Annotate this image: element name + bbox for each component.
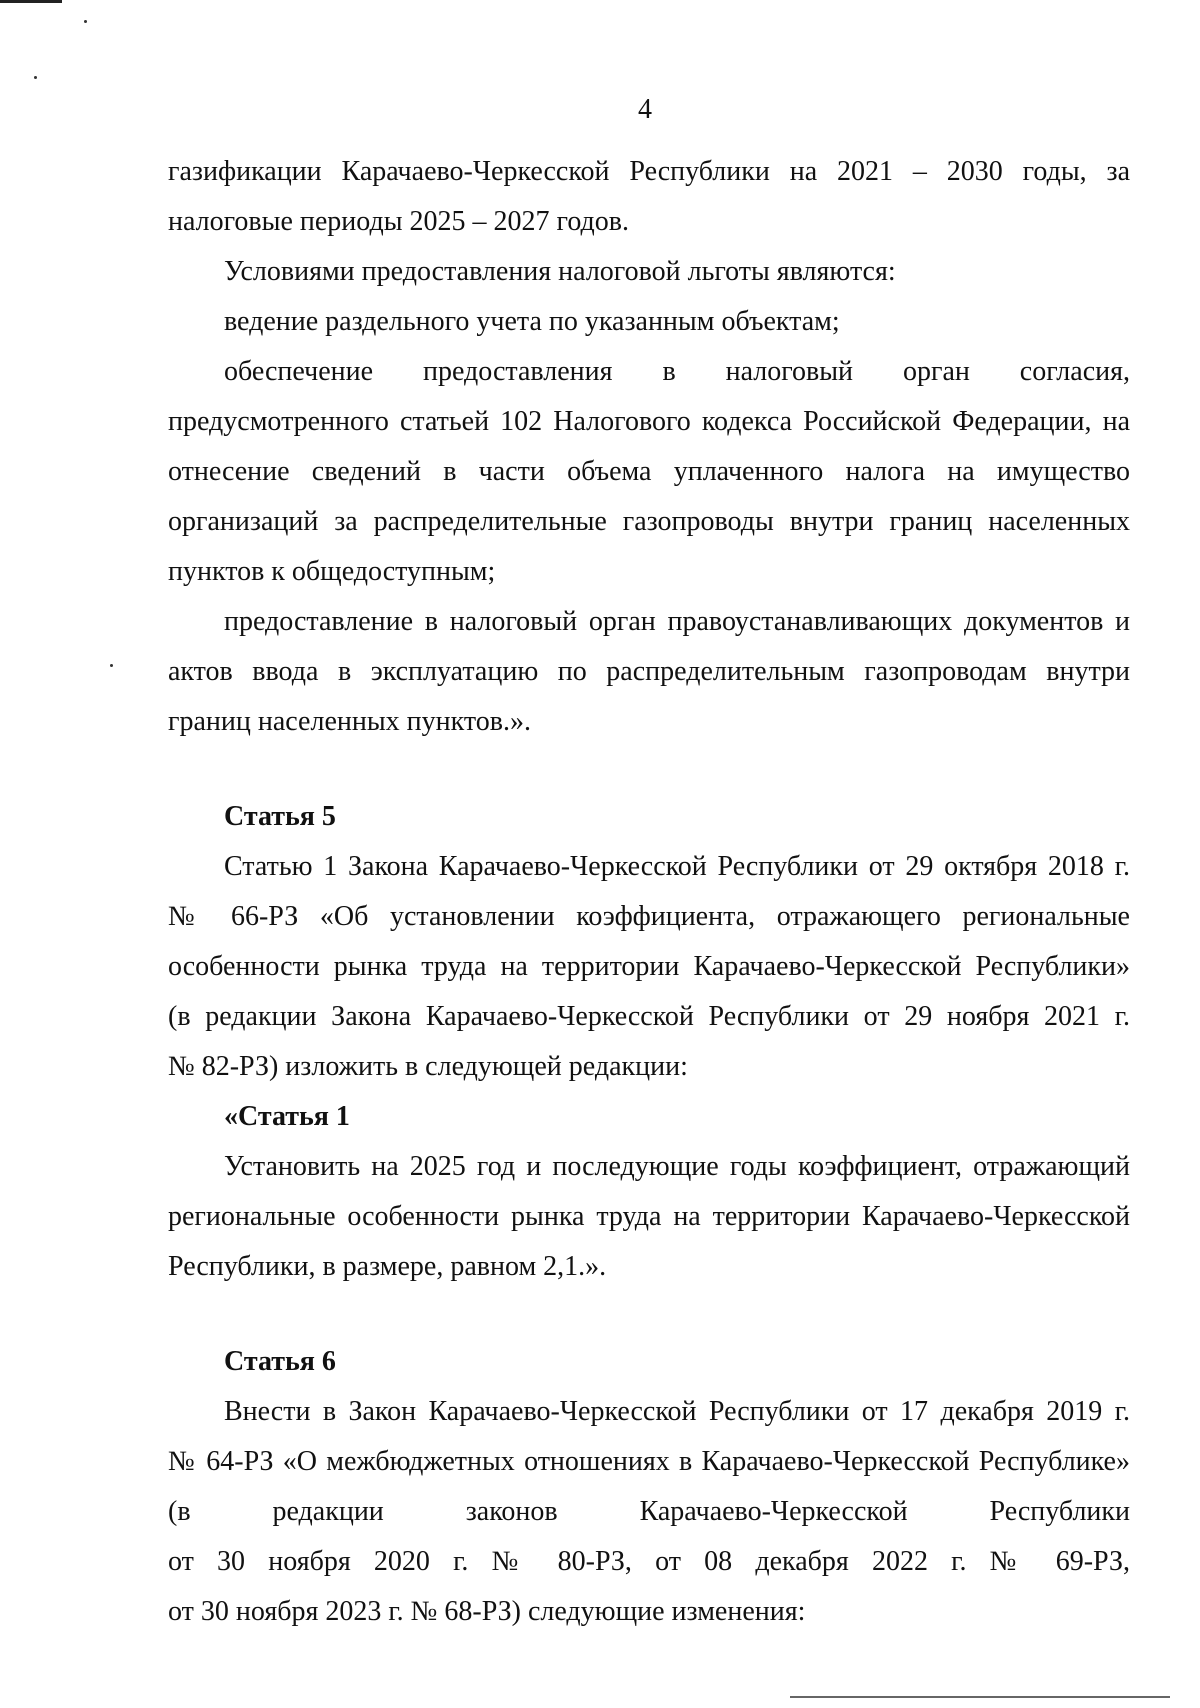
paragraph-line: № 64-РЗ «О межбюджетных отношениях в Карачаево-Черкесской Республике» bbox=[168, 1446, 1130, 1477]
paragraph-line: пунктов к общедоступным; bbox=[168, 556, 496, 587]
paragraph-line: региональные особенности рынка труда на территории Карачаево-Черкесской bbox=[168, 1201, 1130, 1232]
paragraph-line: Статью 1 Закона Карачаево-Черкесской Республики от 29 октября 2018 г. bbox=[224, 851, 1130, 882]
paragraph-line: (в редакции законов Карачаево-Черкесской Республики bbox=[168, 1496, 1130, 1527]
paragraph-line: Установить на 2025 год и последующие годы коэффициент, отражающий bbox=[224, 1151, 1130, 1182]
scan-edge-mark bbox=[0, 0, 62, 3]
paragraph-line: отнесение сведений в части объема уплаченного налога на имущество bbox=[168, 456, 1130, 487]
scan-speck bbox=[34, 76, 37, 79]
paragraph-line: актов ввода в эксплуатацию по распределительным газопроводам внутри bbox=[168, 656, 1130, 687]
paragraph-line: предоставление в налоговый орган правоустанавливающих документов и bbox=[224, 606, 1130, 637]
article-heading: Статья 5 bbox=[224, 801, 336, 832]
paragraph-line: № 66-РЗ «Об установлении коэффициента, отражающего региональные bbox=[168, 901, 1130, 932]
paragraph-line: газификации Карачаево-Черкесской Республики на 2021 – 2030 годы, за bbox=[168, 156, 1130, 187]
paragraph-line: Внести в Закон Карачаево-Черкесской Республики от 17 декабря 2019 г. bbox=[224, 1396, 1130, 1427]
scan-speck bbox=[84, 20, 87, 23]
paragraph-line: от 30 ноября 2020 г. № 80-РЗ, от 08 декабря 2022 г. № 69-РЗ, bbox=[168, 1546, 1130, 1577]
paragraph-line: (в редакции Закона Карачаево-Черкесской Республики от 29 ноября 2021 г. bbox=[168, 1001, 1130, 1032]
paragraph-line: Условиями предоставления налоговой льготы являются: bbox=[224, 256, 896, 287]
paragraph-line: № 82-РЗ) изложить в следующей редакции: bbox=[168, 1051, 688, 1082]
scan-speck bbox=[110, 664, 113, 667]
paragraph-line: особенности рынка труда на территории Карачаево-Черкесской Республики» bbox=[168, 951, 1130, 982]
paragraph-line: границ населенных пунктов.». bbox=[168, 706, 531, 737]
paragraph-line: налоговые периоды 2025 – 2027 годов. bbox=[168, 206, 629, 237]
paragraph-line: от 30 ноября 2023 г. № 68-РЗ) следующие изменения: bbox=[168, 1596, 806, 1627]
paragraph-line: обеспечение предоставления в налоговый орган согласия, bbox=[224, 356, 1130, 387]
paragraph-line: Республики, в размере, равном 2,1.». bbox=[168, 1251, 607, 1282]
paragraph-line: ведение раздельного учета по указанным объектам; bbox=[224, 306, 840, 337]
quoted-article-heading: «Статья 1 bbox=[224, 1101, 350, 1132]
page-number: 4 bbox=[638, 94, 652, 125]
scan-edge-mark bbox=[790, 1696, 1170, 1698]
paragraph-line: организаций за распределительные газопроводы внутри границ населенных bbox=[168, 506, 1130, 537]
paragraph-line: предусмотренного статьей 102 Налогового кодекса Российской Федерации, на bbox=[168, 406, 1130, 437]
article-heading: Статья 6 bbox=[224, 1346, 336, 1377]
